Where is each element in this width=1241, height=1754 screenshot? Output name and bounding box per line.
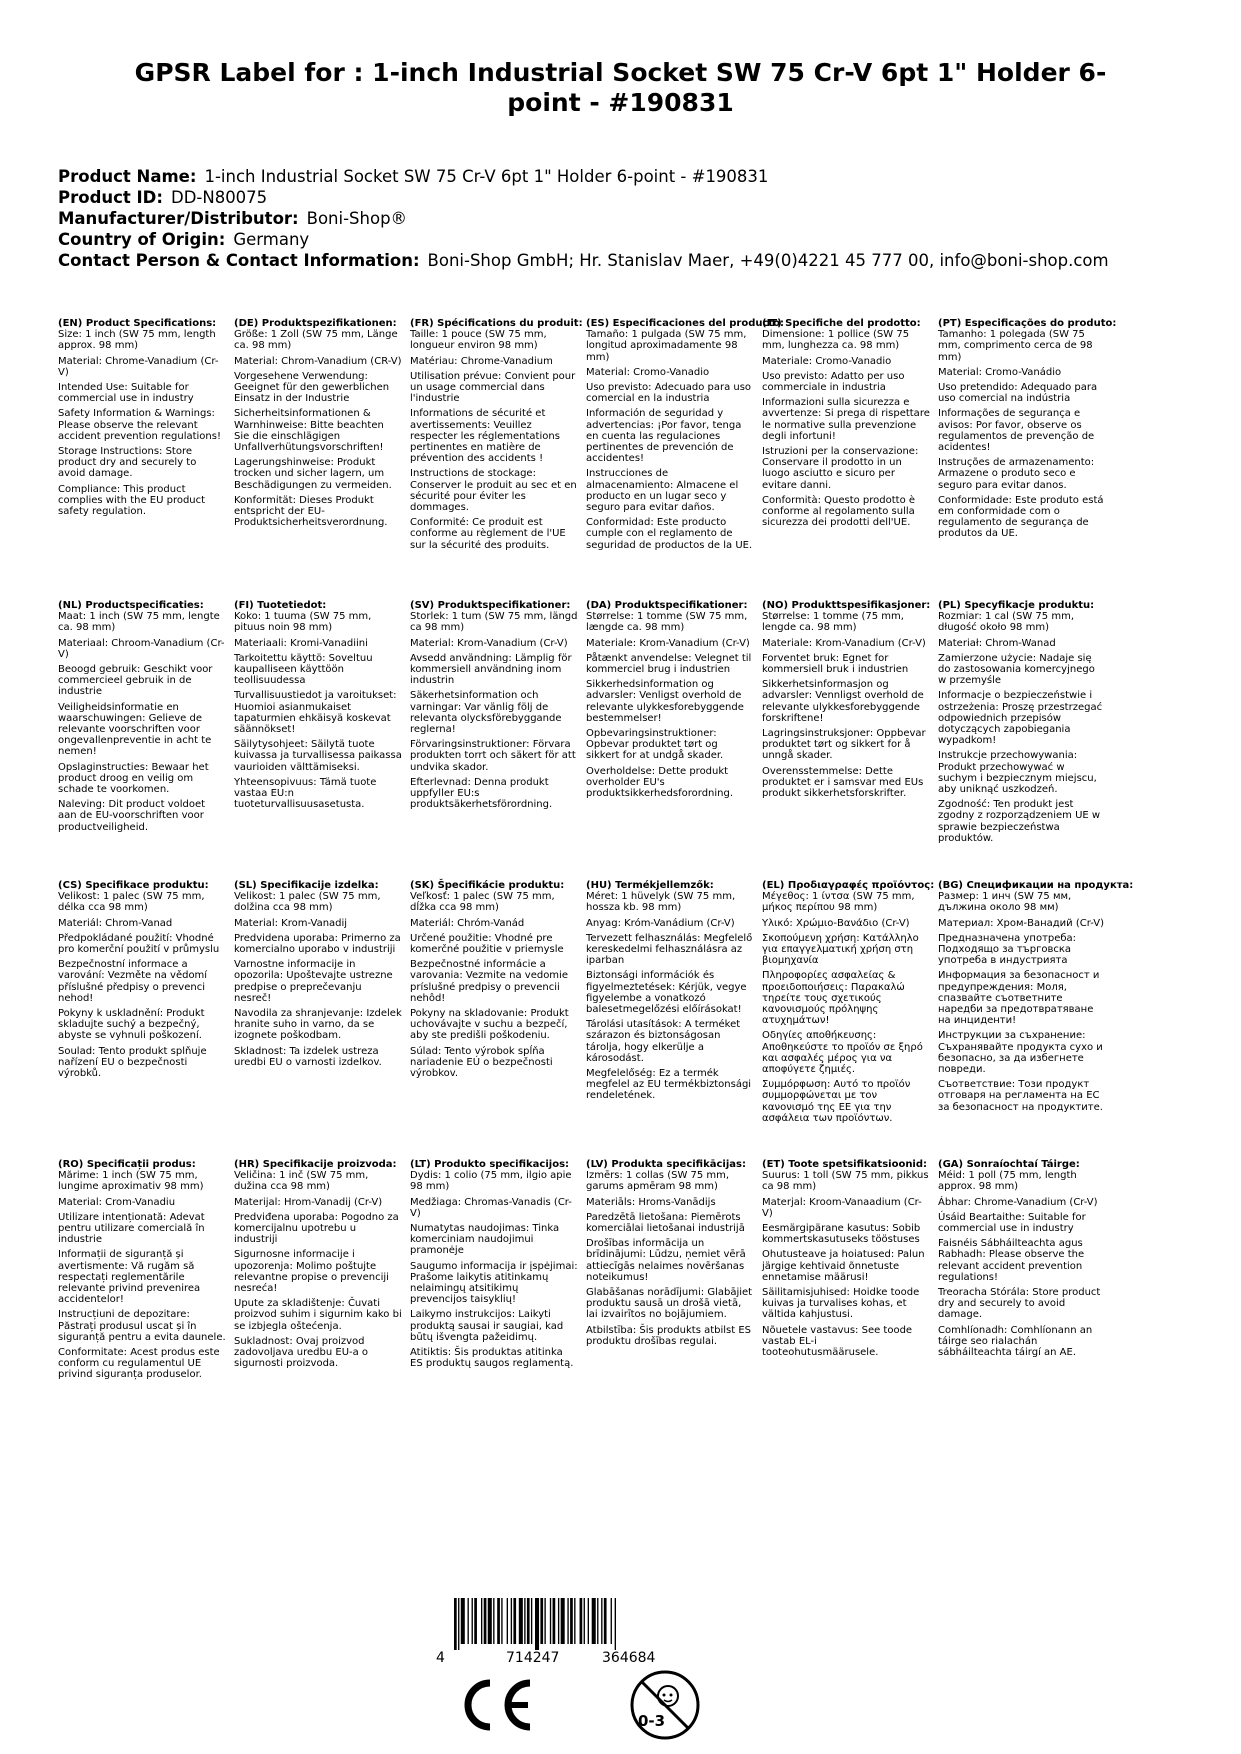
spec-line: Súlad: Tento výrobok spĺňa nariadenie EÚ o bezpečnosti výrobkov. <box>410 1045 553 1080</box>
spec-heading: (EL) Προδιαγραφές προϊόντος: <box>762 880 935 891</box>
spec-heading: (NO) Produkttspesifikasjoner: <box>762 600 931 611</box>
spec-line: Nõuetele vastavus: See toode vastab EL-i tooteohutusmäärusele. <box>762 1324 913 1359</box>
spec-line: Sicherheitsinformationen & Warnhinweise: Bitte beachten Sie die einschlägigen Unfallverhütungsvorschriften! <box>234 408 384 454</box>
spec-line: Rozmiar: 1 cal (SW 75 mm, długość około 98 mm) <box>938 611 1075 634</box>
spec-heading: (SK) Špecifikácie produktu: <box>410 880 565 891</box>
spec-line: Sigurnosne informacije i upozorenja: Molimo poštujte relevantne propise o prevenciji nesreća! <box>234 1249 389 1295</box>
spec-heading: (HR) Specifikacije proizvoda: <box>234 1159 397 1170</box>
barcode-bar <box>527 1598 530 1644</box>
spec-line: Informations de sécurité et avertissements: Veuillez respecter les réglementations pertinentes en matière de prévention des accidents ! <box>410 408 560 465</box>
spec-heading: (RO) Specificații produs: <box>58 1159 196 1170</box>
info-product-name: Product Name: 1-inch Industrial Socket SW 75 Cr-V 6pt 1" Holder 6-point - #190831 <box>58 167 769 186</box>
spec-line: Инструкции за съхранение: Съхранявайте продукта сухо и безопасно, за да избегнете повреди. <box>938 1030 1103 1076</box>
spec-block <box>586 318 785 555</box>
spec-line: Conformità: Questo prodotto è conforme al regolamento sulla sicurezza dei prodotti dell'UE. <box>762 494 916 529</box>
barcode-bar <box>558 1598 559 1644</box>
spec-line: Tarkoitettu käyttö: Soveltuu kaupalliseen käyttöön teollisuudessa <box>234 652 373 687</box>
barcode-bar <box>461 1598 465 1644</box>
spec-heading: (SL) Specifikacije izdelka: <box>234 880 379 891</box>
spec-line: Matériau: Chrome-Vanadium <box>410 355 553 367</box>
spec-line: Materjal: Kroom-Vanaadium (Cr-V) <box>762 1196 922 1219</box>
spec-block <box>58 600 226 837</box>
spec-line: Velikost: 1 palec (SW 75 mm, délka cca 98 mm) <box>58 891 205 914</box>
spec-line: Předpokládané použití: Vhodné pro komerční použití v průmyslu <box>58 932 220 956</box>
barcode-bar <box>611 1598 612 1644</box>
spec-line: Materiale: Krom-Vanadium (Cr-V) <box>762 637 926 649</box>
spec-line: Opbevaringsinstruktioner: Opbevar produktet tørt og sikkert for at undgå skader. <box>586 728 724 762</box>
barcode-bar <box>497 1598 500 1644</box>
barcode-bar <box>597 1598 598 1644</box>
spec-line: Utilisation prévue: Convient pour un usage commercial dans l'industrie <box>410 370 576 405</box>
spec-block <box>586 600 754 803</box>
spec-block <box>762 600 930 803</box>
spec-heading: (IT) Specifiche del prodotto: <box>762 318 921 329</box>
barcode-bar <box>513 1598 516 1644</box>
spec-line: Utilizare intenționată: Adevat pentru utilizare comercială în industrie <box>58 1211 205 1246</box>
spec-line: Størrelse: 1 tomme (SW 75 mm, længde ca. 98 mm) <box>586 611 748 634</box>
info-contact: Contact Person & Contact Information: Boni-Shop GmbH; Hr. Stanislav Maer, +49(0)4221 45 777 00, info@boni-shop.com <box>58 251 1109 270</box>
barcode-bar <box>601 1598 602 1644</box>
spec-line: Upute za skladištenje: Čuvati proizvod suhim i sigurnim kako bi se izbjegla oštećenja. <box>234 1298 402 1332</box>
spec-line: Saugumo informacija ir įspėjimai: Prašome laikytis atitinkamų nelaimingų atsitikimų prevencijos taisyklių! <box>410 1260 578 1306</box>
spec-block <box>58 1159 226 1385</box>
spec-block <box>58 318 226 521</box>
spec-line: Treoracha Stórála: Store product dry and securely to avoid damage. <box>938 1287 1101 1321</box>
spec-block <box>234 1159 402 1373</box>
spec-line: Overensstemmelse: Dette produktet er i samsvar med EUs produkt sikkerhetsforskrifter. <box>762 765 924 800</box>
spec-line: Glabāšanas norādījumi: Glabājiet produktu sausā un drošā vietā, lai izvairītos no bojājumiem. <box>586 1287 753 1321</box>
spec-line: Yhteensopivuus: Tämä tuote vastaa EU:n tuoteturvallisuusasetusta. <box>234 776 377 811</box>
spec-line: Medžiaga: Chromas-Vanadis (Cr-V) <box>410 1196 572 1219</box>
spec-heading: (BG) Спецификации на продукта: <box>938 880 1134 891</box>
barcode-bar <box>472 1598 473 1644</box>
spec-line: Οδηγίες αποθήκευσης: Αποθηκεύστε το προϊόν σε ξηρό και ασφαλές μέρος για να αποφύγετε ζημιές. <box>762 1030 923 1076</box>
spec-heading: (EN) Product Specifications: <box>58 318 217 329</box>
spec-line: Sikkerhedsinformation og advarsler: Venligst overhold de relevante ulykkesforebyggende bestemmelser! <box>586 679 744 724</box>
barcode-bar <box>553 1598 556 1644</box>
spec-line: Avsedd användning: Lämplig för kommersiell användning inom industrin <box>410 652 572 687</box>
page-title: GPSR Label for : 1-inch Industrial Socket SW 75 Cr-V 6pt 1" Holder 6-point - #190831 <box>134 58 1107 117</box>
spec-line: Säkerhetsinformation och varningar: Var vänlig följ de relevanta olycksförebyggande reglerna! <box>410 690 562 736</box>
spec-line: Bezpečnostní informace a varování: Vezměte na vědomí příslušné předpisy o prevenci nehod! <box>58 959 208 1004</box>
spec-line: Μέγεθος: 1 ίντσα (SW 75 mm, μήκος περίπου 98 mm) <box>762 891 915 914</box>
not-for-children-icon <box>628 1668 702 1742</box>
barcode-bar <box>458 1598 459 1650</box>
spec-line: Material: Cromo-Vanádio <box>938 366 1062 378</box>
spec-heading: (LT) Produkto specifikacijos: <box>410 1159 570 1170</box>
spec-block <box>410 318 583 555</box>
barcode-bar <box>550 1598 551 1644</box>
spec-line: Förvaringsinstruktioner: Förvara produkten torrt och säkert för att undvika skador. <box>410 739 576 773</box>
spec-heading: (DA) Produktspecifikationer: <box>586 600 748 611</box>
spec-block <box>586 1159 754 1351</box>
spec-line: Určené použitie: Vhodné pre komerčné použitie v priemysle <box>410 932 564 956</box>
barcode-bar <box>574 1598 575 1644</box>
spec-block <box>762 1159 930 1362</box>
barcode-bar <box>567 1598 568 1644</box>
spec-line: Instrukcje przechowywania: Produkt przechowywać w suchym i bezpiecznym miejscu, aby uniknąć uszkodzeń. <box>938 750 1097 796</box>
spec-line: Tervezett felhasználás: Megfelelő kereskedelmi felhasználásra az iparban <box>586 932 753 967</box>
spec-line: Tamanho: 1 polegada (SW 75 mm, comprimento cerca de 98 mm) <box>938 329 1093 363</box>
spec-line: Säilytysohjeet: Säilytä tuote kuivassa ja turvallisessa paikassa vaurioiden välttämiseksi. <box>234 739 402 773</box>
spec-line: Efterlevnad: Denna produkt uppfyller EU:s produktsäkerhetsförordning. <box>410 776 553 811</box>
spec-line: Dydis: 1 colio (75 mm, ilgio apie 98 mm) <box>410 1170 572 1193</box>
spec-line: Instructions de stockage: Conserver le produit au sec et en sécurité pour éviter les dommages. <box>410 468 577 514</box>
spec-heading: (CS) Specifikace produktu: <box>58 880 209 891</box>
spec-line: Predviđena uporaba: Pogodno za komercijalnu upotrebu u industriji <box>234 1211 399 1246</box>
spec-line: Πληροφορίες ασφαλείας & προειδοποιήσεις: Παρακαλώ τηρείτε τους σχετικούς κανονισμούς πρόληψης ατυχημάτων! <box>762 970 905 1027</box>
spec-line: Conformité: Ce produit est conforme au règlement de l'UE sur la sécurité des produits. <box>410 517 566 551</box>
spec-line: Tamaño: 1 pulgada (SW 75 mm, longitud aproximadamente 98 mm) <box>586 329 747 363</box>
barcode-bar <box>615 1598 616 1650</box>
spec-line: Materiál: Chróm-Vanád <box>410 917 525 929</box>
barcode-bar <box>531 1598 532 1644</box>
spec-line: Tárolási utasítások: A terméket szárazon és biztonságosan tárolja, hogy elkerülje a károsodást. <box>586 1019 741 1064</box>
spec-line: Instrucțiuni de depozitare: Păstrați produsul uscat și în siguranță pentru a evita daunele. <box>58 1309 226 1343</box>
spec-line: Pokyny k uskladnění: Produkt skladujte suchý a bezpečný, abyste se vyhnuli poškození. <box>58 1008 205 1042</box>
spec-line: Naleving: Dit product voldoet aan de EU-voorschriften voor productveiligheid. <box>58 799 206 833</box>
spec-line: Zamierzone użycie: Nadaje się do zastosowania komercyjnego w przemyśle <box>938 652 1095 687</box>
spec-line: Informazioni sulla sicurezza e avvertenze: Si prega di rispettare le normative sulla prevenzione degli infortuni! <box>762 397 930 442</box>
spec-line: Megfelelőség: Ez a termék megfelel az EU termékbiztonsági rendeletének. <box>586 1068 752 1102</box>
spec-line: Informații de siguranță și avertismente: Vă rugăm să respectați reglementările relevante privind prevenirea accidentelor! <box>58 1249 201 1306</box>
spec-line: Materiál: Chrom-Vanad <box>58 917 173 929</box>
spec-line: Izmērs: 1 collas (SW 75 mm, garums apmēram 98 mm) <box>586 1170 730 1193</box>
barcode-digits-left: 714247 <box>506 1650 560 1666</box>
spec-line: Pokyny na skladovanie: Produkt uchovávajte v suchu a bezpečí, aby ste predišli poškodeniu. <box>410 1008 569 1042</box>
spec-line: Taille: 1 pouce (SW 75 mm, longueur environ 98 mm) <box>410 329 547 352</box>
spec-block <box>938 318 1117 544</box>
spec-line: Veiligheidsinformatie en waarschuwingen: Gelieve de relevante voorschriften voor ongevallenpreventie in acht te nemen! <box>58 701 212 758</box>
spec-line: Biztonsági információk és figyelmeztetések: Kérjük, vegye figyelembe a vonatkozó balesetmegelőzési előírásokat! <box>586 970 747 1016</box>
spec-line: Vorgesehene Verwendung: Geeignet für den gewerblichen Einsatz in der Industrie <box>234 370 390 405</box>
spec-line: Material: Krom-Vanadij <box>234 917 348 929</box>
spec-block <box>586 880 754 1106</box>
barcode-bar <box>474 1598 477 1644</box>
spec-block <box>410 880 578 1083</box>
spec-line: Dimensione: 1 pollice (SW 75 mm, lunghezza ca. 98 mm) <box>762 329 910 352</box>
spec-block <box>410 1159 578 1373</box>
spec-line: Material: Krom-Vanadium (Cr-V) <box>410 637 568 649</box>
spec-line: Información de seguridad y advertencias: ¡Por favor, tenga en cuenta las regulaciones pertinentes de prevención de accidentes! <box>586 408 742 465</box>
spec-line: Overholdelse: Dette produkt overholder EU's produktsikkerhedsforordning. <box>586 765 734 800</box>
spec-heading: (SV) Produktspecifikationer: <box>410 600 571 611</box>
spec-line: Mărime: 1 inch (SW 75 mm, lungime aproximativ 98 mm) <box>58 1170 204 1193</box>
spec-line: Informacje o bezpieczeństwie i ostrzeżenia: Proszę przestrzegać odpowiednich przepisów dotyczących zapobiegania wypadkom! <box>938 690 1103 747</box>
spec-line: Съответствие: Този продукт отговаря на регламента на ЕС за безопасност на продуктите. <box>938 1079 1103 1113</box>
spec-line: Materiaali: Kromi-Vanadiini <box>234 637 368 649</box>
spec-line: Materiale: Krom-Vanadium (Cr-V) <box>586 637 750 649</box>
spec-line: Påtænkt anvendelse: Velegnet til kommerciel brug i industrien <box>586 652 752 676</box>
spec-line: Predvidena uporaba: Primerno za komercialno uporabo v industriji <box>234 932 401 956</box>
spec-line: Størrelse: 1 tomme (75 mm, lengde ca. 98 mm) <box>762 611 904 634</box>
spec-line: Eesmärgipärane kasutus: Sobib kommertskasutuseks tööstuses <box>762 1223 921 1246</box>
barcode-bar <box>524 1598 525 1644</box>
spec-line: Maat: 1 inch (SW 75 mm, lengte ca. 98 mm) <box>58 611 220 634</box>
spec-heading: (FR) Spécifications du produit: <box>410 318 583 329</box>
spec-line: Sukladnost: Ovaj proizvod zadovoljava uredbu EU-a o sigurnosti proizvoda. <box>234 1335 369 1370</box>
spec-line: Atitiktis: Šis produktas atitinka ES produktų saugos reglamentą. <box>410 1347 574 1370</box>
spec-block <box>410 600 578 814</box>
spec-line: Comhlíonadh: Comhlíonann an táirge seo rialachán sábháilteachta táirgí an AE. <box>938 1324 1093 1359</box>
spec-line: Veľkosť: 1 palec (SW 75 mm, dĺžka cca 98 mm) <box>410 891 555 914</box>
spec-block <box>762 880 935 1128</box>
info-product-id: Product ID: DD-N80075 <box>58 188 268 207</box>
spec-line: Materiāls: Hroms-Vanādijs <box>586 1196 716 1208</box>
spec-line: Méret: 1 hüvelyk (SW 75 mm, hossza kb. 98 mm) <box>586 891 736 914</box>
spec-line: Material: Chrome-Vanadium (Cr-V) <box>58 355 219 378</box>
spec-line: Uso pretendido: Adequado para uso comercial na indústria <box>938 382 1098 405</box>
spec-line: Méid: 1 poll (75 mm, length approx. 98 mm) <box>938 1170 1077 1193</box>
spec-line: Istruzioni per la conservazione: Conservare il prodotto in un luogo asciutto e sicuro per evitare danni. <box>762 446 919 491</box>
spec-line: Drošības informācija un brīdinājumi: Lūdzu, ņemiet vērā attiecīgās nelaimes novēršanas noteikumus! <box>586 1238 746 1283</box>
spec-block <box>58 880 226 1083</box>
spec-line: Opslaginstructies: Bewaar het product droog en veilig om schade te voorkomen. <box>58 761 209 796</box>
spec-line: Informações de segurança e avisos: Por favor, observe os regulamentos de prevenção de acidentes! <box>938 408 1095 454</box>
spec-line: Информация за безопасност и предупреждения: Моля, спазвайте съответните наредби за предотвратяване на инциденти! <box>938 970 1100 1027</box>
spec-line: Instrucciones de almacenamiento: Almacene el producto en un lugar seco y seguro para evitar daños. <box>586 468 739 514</box>
spec-line: Soulad: Tento produkt splňuje nařízení EU o bezpečnosti výrobků. <box>58 1045 207 1080</box>
spec-block <box>234 880 402 1072</box>
spec-line: Veličina: 1 inč (SW 75 mm, dužina cca 98 mm) <box>234 1170 369 1193</box>
spec-line: Safety Information & Warnings: Please observe the relevant accident prevention regulations! <box>58 408 221 442</box>
spec-block <box>234 318 402 532</box>
spec-line: Ábhar: Chrome-Vanadium (Cr-V) <box>938 1196 1098 1208</box>
spec-block <box>938 880 1134 1117</box>
spec-line: Material: Chrom-Vanadium (CR-V) <box>234 355 402 367</box>
barcode-bar <box>468 1598 469 1644</box>
spec-heading: (PL) Specyfikacje produktu: <box>938 600 1095 611</box>
barcode-bar <box>535 1598 539 1650</box>
spec-line: Numatytas naudojimas: Tinka komerciniam naudojimui pramonėje <box>410 1223 560 1257</box>
barcode-bar <box>511 1598 512 1644</box>
spec-line: Skladnost: Ta izdelek ustreza uredbi EU o varnosti izdelkov. <box>234 1045 382 1068</box>
barcode-bar <box>454 1598 457 1650</box>
spec-line: Turvallisuustiedot ja varoitukset: Huomioi asianmukaiset tapaturmien ehkäisyä koskevat säännökset! <box>234 690 397 736</box>
spec-line: Koko: 1 tuuma (SW 75 mm, pituus noin 98 mm) <box>234 611 372 634</box>
spec-line: Materijal: Hrom-Vanadij (Cr-V) <box>234 1196 383 1208</box>
spec-line: Suurus: 1 toll (SW 75 mm, pikkus ca 98 mm) <box>762 1170 929 1193</box>
spec-line: Conformidad: Este producto cumple con el reglamento de seguridad de productos de la UE. <box>586 517 753 551</box>
barcode <box>436 1598 696 1664</box>
info-manufacturer: Manufacturer/Distributor: Boni-Shop® <box>58 209 408 228</box>
spec-line: Konformität: Dieses Produkt entspricht der EU-Produktsicherheitsverordnung. <box>234 494 388 529</box>
spec-line: Paredzētā lietošana: Piemērots komerciālai lietošanai industrijā <box>586 1211 745 1235</box>
spec-line: Size: 1 inch (SW 75 mm, length approx. 98 mm) <box>58 329 216 352</box>
barcode-bars <box>436 1598 676 1650</box>
spec-line: Instruções de armazenamento: Armazene o produto seco e seguro para evitar danos. <box>938 457 1095 491</box>
ce-mark-icon <box>456 1675 536 1735</box>
barcode-bar <box>493 1598 494 1644</box>
spec-block <box>938 1159 1106 1362</box>
spec-line: Υλικό: Χρώμιο-Βανάδιο (Cr-V) <box>762 917 910 929</box>
spec-line: Varnostne informacije in opozorila: Upoštevajte ustrezne predpise o preprečevanju nesreč! <box>234 959 393 1004</box>
spec-line: Materiaal: Chroom-Vanadium (Cr-V) <box>58 637 225 660</box>
spec-heading: (DE) Produktspezifikationen: <box>234 318 397 329</box>
barcode-bar <box>544 1598 545 1644</box>
spec-block <box>762 318 930 532</box>
spec-line: Faisnéis Sábháilteachta agus Rabhadh: Please observe the relevant accident prevention regulations! <box>938 1238 1085 1283</box>
spec-line: Zgodność: Ten produkt jest zgodny z rozporządzeniem UE w sprawie bezpieczeństwa produktów. <box>938 799 1101 844</box>
age-label: 0-3 <box>638 1712 666 1730</box>
product-info <box>58 166 1208 271</box>
barcode-bar <box>584 1598 585 1644</box>
spec-heading: (LV) Produkta specifikācijas: <box>586 1159 746 1170</box>
spec-line: Intended Use: Suitable for commercial use in industry <box>58 382 194 405</box>
barcode-bar <box>519 1598 523 1644</box>
barcode-bar <box>481 1598 482 1644</box>
spec-line: Σκοπούμενη χρήση: Κατάλληλο για επαγγελματική χρήση στη βιομηχανία <box>762 932 919 967</box>
spec-line: Συμμόρφωση: Αυτό το προϊόν συμμορφώνεται με τον κανονισμό της ΕΕ για την ασφάλεια των προϊόντων. <box>762 1079 911 1124</box>
spec-line: Lagringsinstruksjoner: Oppbevar produktet tørt og sikkert for å unngå skader. <box>762 728 926 762</box>
barcode-digit-lead: 4 <box>436 1650 445 1666</box>
spec-line: Beoogd gebruik: Geschikt voor commercieel gebruik in de industrie <box>58 664 213 698</box>
barcode-digits-right: 364684 <box>602 1650 656 1666</box>
barcode-bar <box>570 1598 573 1644</box>
spec-line: Navodila za shranjevanje: Izdelek hranite suho in varno, da se izognete poškodbam. <box>234 1008 402 1042</box>
spec-line: Lagerungshinweise: Produkt trocken und sicher lagern, um Beschädigungen zu vermeiden. <box>234 457 392 491</box>
spec-line: Materiale: Cromo-Vanadio <box>762 355 892 367</box>
spec-line: Úsáid Beartaithe: Suitable for commercial use in industry <box>938 1211 1086 1235</box>
barcode-bar <box>507 1598 508 1644</box>
spec-heading: (PT) Especificações do produto: <box>938 318 1117 329</box>
spec-line: Sikkerhetsinformasjon og advarsler: Vennligst overhold de relevante ulykkesforebyggende forskriftene! <box>762 679 924 724</box>
barcode-bar <box>604 1598 607 1644</box>
barcode-bar <box>484 1598 487 1644</box>
barcode-bar <box>561 1598 565 1644</box>
spec-line: Anyag: Króm-Vanádium (Cr-V) <box>586 917 735 929</box>
spec-line: Bezpečnostné informácie a varovania: Vezmite na vedomie príslušné predpisy o prevencii nehôd! <box>410 959 568 1004</box>
spec-line: Uso previsto: Adatto per uso commerciale in industria <box>762 370 905 394</box>
spec-block <box>938 600 1106 848</box>
spec-line: Größe: 1 Zoll (SW 75 mm, Länge ca. 98 mm) <box>234 329 398 352</box>
spec-line: Conformitate: Acest produs este conform cu regulamentul UE privind siguranța produselor. <box>58 1347 220 1381</box>
spec-line: Material: Crom-Vanadiu <box>58 1196 176 1208</box>
barcode-bar <box>501 1598 502 1644</box>
barcode-bar <box>580 1598 583 1644</box>
spec-line: Säilitamisjuhised: Hoidke toode kuivas ja turvalises kohas, et vältida kahjustusi. <box>762 1287 920 1321</box>
spec-line: Размер: 1 инч (SW 75 мм, дължина около 98 мм) <box>938 891 1072 914</box>
spec-block <box>234 600 402 814</box>
spec-line: Материал: Хром-Ванадий (Cr-V) <box>938 917 1104 929</box>
spec-line: Materiał: Chrom-Wanad <box>938 637 1056 649</box>
spec-heading: (ES) Especificaciones del producto: <box>586 318 785 329</box>
spec-heading: (HU) Termékjellemzők: <box>586 880 714 891</box>
spec-heading: (FI) Tuotetiedot: <box>234 600 327 611</box>
spec-heading: (ET) Toote spetsifikatsioonid: <box>762 1159 928 1170</box>
spec-line: Ohutusteave ja hoiatused: Palun järgige kehtivaid õnnetuste ennetamise määrusi! <box>762 1249 925 1283</box>
spec-line: Storage Instructions: Store product dry and securely to avoid damage. <box>58 446 197 480</box>
spec-line: Uso previsto: Adecuado para uso comercial en la industria <box>586 382 752 405</box>
barcode-bar <box>588 1598 589 1644</box>
spec-line: Storlek: 1 tum (SW 75 mm, längd ca 98 mm) <box>410 611 578 634</box>
barcode-bar <box>592 1598 596 1644</box>
info-country: Country of Origin: Germany <box>58 230 310 249</box>
spec-line: Atbilstība: Šis produkts atbilst ES produktu drošības regulai. <box>586 1324 752 1347</box>
spec-line: Forventet bruk: Egnet for kommersiell bruk i industrien <box>762 652 909 676</box>
spec-heading: (NL) Productspecificaties: <box>58 600 204 611</box>
barcode-bar <box>540 1598 543 1644</box>
spec-line: Conformidade: Este produto está em conformidade com o regulamento de segurança de produtos da UE. <box>938 494 1104 540</box>
spec-line: Предназначена употреба: Подходящо за търговска употреба в индустрията <box>938 932 1077 967</box>
spec-line: Velikost: 1 palec (SW 75 mm, dolžina cca 98 mm) <box>234 891 381 914</box>
spec-line: Material: Cromo-Vanadio <box>586 366 710 378</box>
spec-line: Compliance: This product complies with the EU product safety regulation. <box>58 483 206 518</box>
spec-heading: (GA) Sonraíochtaí Táirge: <box>938 1159 1080 1170</box>
spec-line: Laikymo instrukcijos: Laikyti produktą sausai ir saugiai, kad būtų išvengta pažeidimų. <box>410 1309 564 1343</box>
barcode-bar <box>488 1598 492 1644</box>
